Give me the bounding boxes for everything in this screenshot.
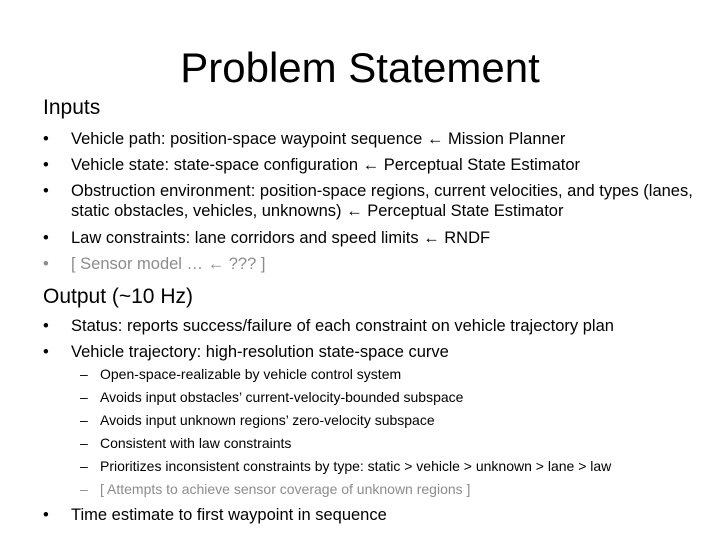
sub-list-item	[80, 480, 710, 498]
bullet-icon: •	[43, 130, 49, 148]
bullet-icon: •	[43, 343, 49, 361]
list-item-text: Vehicle path: position-space waypoint sequence ← Mission Planner	[71, 130, 566, 148]
dash-icon: –	[80, 366, 88, 382]
sub-list-item	[80, 457, 710, 475]
sub-list-item-text: Avoids input unknown regions’ zero-velocity subspace	[100, 412, 435, 428]
list-item	[43, 228, 703, 248]
sub-list-item	[80, 365, 710, 383]
sub-list-item-text: Open-space-realizable by vehicle control system	[100, 366, 402, 382]
sub-list-item-text: Avoids input obstacles’ current-velocity-bounded subspace	[100, 389, 464, 405]
slide-title: Problem Statement	[180, 44, 540, 91]
sub-list-item-text: [ Attempts to achieve sensor coverage of unknown regions ]	[100, 481, 471, 497]
list-item-text: Vehicle trajectory: high-resolution state-space curve	[71, 343, 449, 361]
sub-list-item-text: Consistent with law constraints	[100, 435, 292, 451]
list-item-text: Vehicle state: state-space configuration ← Perceptual State Estimator	[71, 156, 581, 174]
output-heading: Output (~10 Hz)	[43, 285, 193, 308]
list-item	[43, 342, 703, 362]
list-item-text: [ Sensor model … ← ??? ]	[71, 255, 266, 273]
bullet-icon: •	[43, 317, 49, 335]
list-item-text: Law constraints: lane corridors and speed limits ← RNDF	[71, 229, 491, 247]
dash-icon: –	[80, 458, 88, 474]
list-item	[43, 254, 703, 274]
list-item	[43, 181, 703, 221]
dash-icon: –	[80, 435, 88, 451]
dash-icon: –	[80, 412, 88, 428]
dash-icon: –	[80, 389, 88, 405]
list-item	[43, 129, 703, 149]
sub-list-item	[80, 388, 710, 406]
inputs-heading: Inputs	[43, 96, 101, 119]
list-item-text: Status: reports success/failure of each constraint on vehicle trajectory plan	[71, 317, 614, 335]
list-item	[43, 505, 703, 525]
list-item	[43, 155, 703, 175]
list-item-text: Obstruction environment: position-space regions, current velocities, and types (lanes, static obstacles, vehicles, unknowns) ← Perceptual State Estimator	[71, 182, 693, 220]
bullet-icon: •	[43, 506, 49, 524]
list-item-text: Time estimate to first waypoint in sequence	[71, 506, 387, 524]
bullet-icon: •	[43, 156, 49, 174]
bullet-icon: •	[43, 229, 49, 247]
bullet-icon: •	[43, 182, 49, 200]
sub-list-item-text: Prioritizes inconsistent constraints by type: static > vehicle > unknown > lane > law	[100, 458, 612, 474]
dash-icon: –	[80, 481, 88, 497]
bullet-icon: •	[43, 255, 49, 273]
sub-list-item	[80, 411, 710, 429]
list-item	[43, 316, 703, 336]
sub-list-item	[80, 434, 710, 452]
